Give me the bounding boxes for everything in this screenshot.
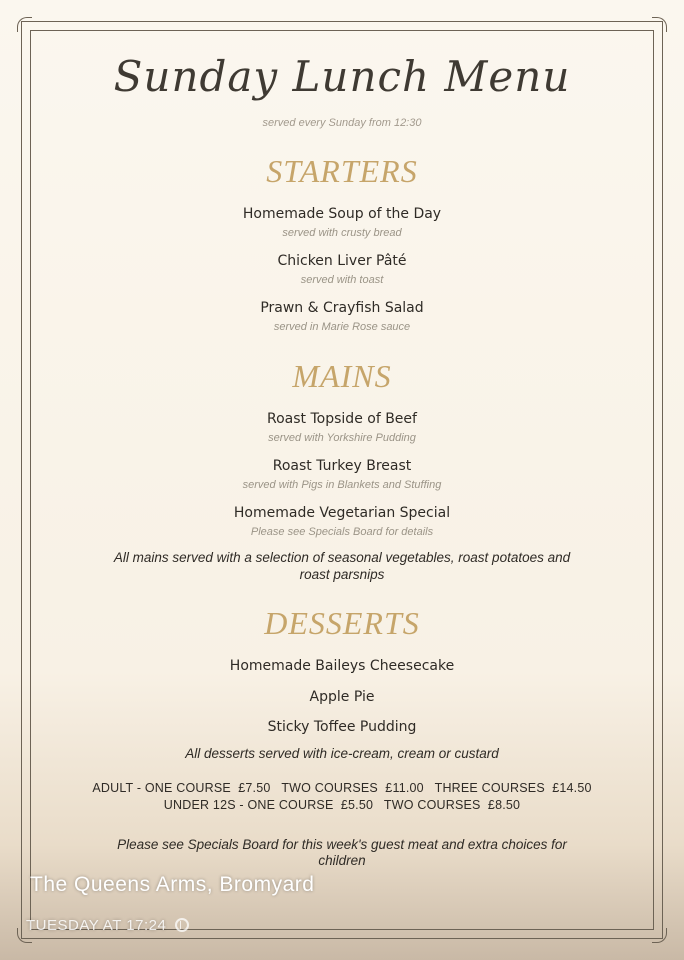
menu-item: Homemade Vegetarian Special bbox=[233, 505, 451, 521]
footer-note: children bbox=[318, 853, 366, 868]
menu-item-desc: served in Marie Rose sauce bbox=[273, 321, 411, 333]
price-under12: UNDER 12S - ONE COURSE £5.50 TWO COURSES £8.50 bbox=[163, 798, 521, 812]
corner-ornament bbox=[17, 17, 32, 32]
menu-item: Apple Pie bbox=[309, 689, 375, 705]
menu-item-desc: served with Pigs in Blankets and Stuffing bbox=[242, 479, 442, 491]
menu-item-desc: served with Yorkshire Pudding bbox=[268, 432, 416, 444]
corner-ornament bbox=[652, 17, 667, 32]
menu-item: Roast Topside of Beef bbox=[267, 411, 417, 427]
menu-item-desc: served with toast bbox=[300, 274, 384, 286]
menu-item: Chicken Liver Pâté bbox=[277, 253, 407, 269]
menu-title: Sunday Lunch Menu bbox=[113, 52, 571, 101]
section-heading-starters: STARTERS bbox=[266, 153, 418, 189]
price-adult: ADULT - ONE COURSE £7.50 TWO COURSES £11.00 THREE COURSES £14.50 bbox=[92, 781, 592, 795]
corner-ornament bbox=[652, 928, 667, 943]
globe-icon bbox=[175, 918, 189, 932]
menu-item: Prawn & Crayfish Salad bbox=[260, 300, 424, 316]
post-page-name[interactable]: The Queens Arms, Bromyard bbox=[30, 873, 315, 896]
menu-item: Homemade Baileys Cheesecake bbox=[229, 658, 455, 674]
mains-note: All mains served with a selection of seasonal vegetables, roast potatoes and bbox=[113, 550, 571, 565]
section-heading-desserts: DESSERTS bbox=[264, 605, 420, 641]
menu-item-desc: served with crusty bread bbox=[282, 227, 402, 239]
post-timestamp[interactable]: TUESDAY AT 17:24 bbox=[26, 917, 167, 934]
menu-item-desc: Please see Specials Board for details bbox=[250, 526, 434, 538]
menu-item: Roast Turkey Breast bbox=[272, 458, 412, 474]
menu-subtitle: served every Sunday from 12:30 bbox=[262, 117, 422, 129]
menu-item: Homemade Soup of the Day bbox=[242, 206, 442, 222]
post-timestamp-row bbox=[26, 917, 189, 934]
footer-note: Please see Specials Board for this week's guest meat and extra choices for bbox=[117, 837, 567, 852]
mains-note: roast parsnips bbox=[299, 567, 385, 582]
section-heading-mains: MAINS bbox=[292, 358, 392, 394]
menu-item: Sticky Toffee Pudding bbox=[267, 719, 417, 735]
desserts-note: All desserts served with ice-cream, cream or custard bbox=[185, 746, 499, 761]
